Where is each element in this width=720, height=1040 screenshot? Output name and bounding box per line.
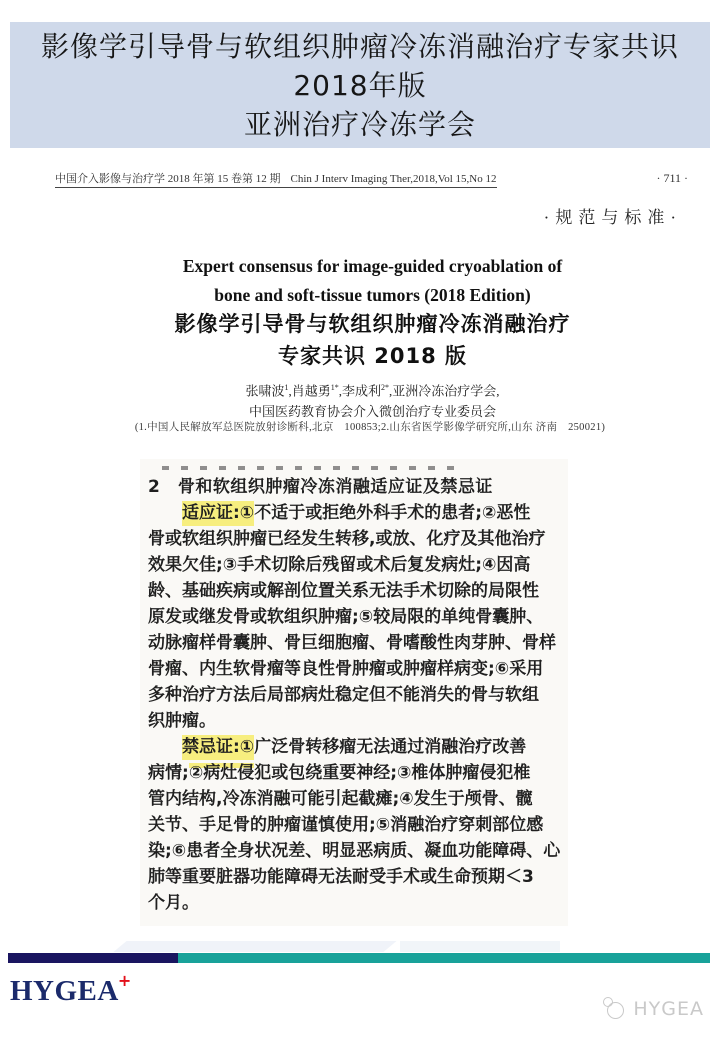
hygea-watermark: [603, 997, 704, 1021]
journal-column-label: ·规范与标准·: [543, 208, 682, 227]
body-text-line: 个月。: [148, 893, 199, 913]
journal-citation: [55, 170, 497, 188]
authors-line1: 张啸波$^1$,肖越勇$^{1*}$,李成利$^{2*}$,亚洲冷冻治疗学会,: [245, 383, 500, 399]
body-lines: [148, 474, 560, 916]
article-title-chinese-line1: 影像学引导骨与软组织肿瘤冷冻消融治疗: [174, 312, 571, 336]
red-cross-icon: +: [117, 971, 132, 990]
body-text-line: 骨瘤、内生软骨瘤等良性骨肿瘤或肿瘤样病变;⑥采用: [148, 659, 544, 679]
authors-line2: 中国医药教育协会介入微创治疗专业委员会: [248, 404, 496, 420]
body-text-line: 禁忌证:①广泛骨转移瘤无法通过消融治疗改善: [148, 734, 560, 760]
journal-page-number: · 711 ·: [656, 171, 688, 185]
body-text-line: 骨或软组织肿瘤已经发生转移,或放、化疗及其他治疗: [148, 529, 546, 549]
body-section-heading: 2 骨和软组织肿瘤冷冻消融适应证及禁忌证: [148, 477, 493, 497]
footer-light-streak: [113, 941, 396, 952]
banner-title-line2: 2018年版: [293, 68, 427, 102]
banner-title-line3: 亚洲治疗冷冻学会: [243, 107, 476, 141]
article-title-chinese-line2: 专家共识 2018 版: [277, 344, 468, 368]
footer-teal-bar: [178, 953, 710, 963]
article-title-english-line2: bone and soft-tissue tumors (2018 Edition): [214, 285, 531, 305]
cropped-text-remnant: [162, 466, 462, 470]
body-text-line: 关节、手足骨的肿瘤谨慎使用;⑤消融治疗穿刺部位感: [148, 815, 544, 835]
body-text-line: 效果欠佳;③手术切除后残留或术后复发病灶;④因高: [148, 555, 531, 575]
journal-citation-cn: 中国介入影像与治疗学 2018 年第 15 卷第 12 期: [55, 173, 281, 185]
body-text-line: 龄、基础疾病或解剖位置关系无法手术切除的局限性: [148, 581, 539, 601]
hygea-watermark-logo-icon: [603, 997, 627, 1021]
journal-citation-en: Chin J Interv Imaging Ther,2018,Vol 15,No 12: [290, 173, 497, 185]
article-title-english-line1: Expert consensus for image-guided cryoablation of: [182, 256, 563, 276]
hygea-watermark-text: HYGEA: [633, 998, 704, 1020]
body-text-line: 适应证:①不适于或拒绝外科手术的患者;②恶性: [148, 500, 560, 526]
body-text-line: 织肿瘤。: [148, 711, 216, 731]
body-text-line: 原发或继发骨或软组织肿瘤;⑤较局限的单纯骨囊肿、: [148, 607, 544, 627]
body-text-line: 病情;②病灶侵犯或包绕重要神经;③椎体肿瘤侵犯椎: [148, 763, 531, 783]
authors-block: [55, 377, 690, 422]
article-title-english: [55, 252, 690, 310]
body-text-line: 动脉瘤样骨囊肿、骨巨细胞瘤、骨嗜酸性肉芽肿、骨样: [148, 633, 556, 653]
footer-navy-bar: [8, 953, 178, 963]
body-text-line: 染;⑥患者全身状况差、明显恶病质、凝血功能障碍、心: [148, 841, 561, 861]
journal-header-row: [55, 170, 688, 188]
banner-title-line1: 影像学引导骨与软组织肿瘤冷冻消融治疗专家共识: [40, 29, 679, 63]
slide-title-banner: [10, 22, 710, 148]
footer-light-streak-2: [400, 941, 560, 952]
scanned-body-block: [140, 459, 568, 926]
hygea-logo-text: HYGEA: [10, 975, 119, 1007]
hygea-logo: [10, 971, 132, 1008]
article-title-chinese: [55, 308, 690, 372]
body-text-line: 多种治疗方法后局部病灶稳定但不能消失的骨与软组: [148, 685, 539, 705]
body-text-line: 肺等重要脏器功能障碍无法耐受手术或生命预期＜3: [148, 867, 534, 887]
affiliation-line: (1.中国人民解放军总医院放射诊断科,北京 100853;2.山东省医学影像学研究所,山东 济南 250021): [134, 422, 606, 433]
body-text-line: 管内结构,冷冻消融可能引起截瘫;④发生于颅骨、髋: [148, 789, 533, 809]
